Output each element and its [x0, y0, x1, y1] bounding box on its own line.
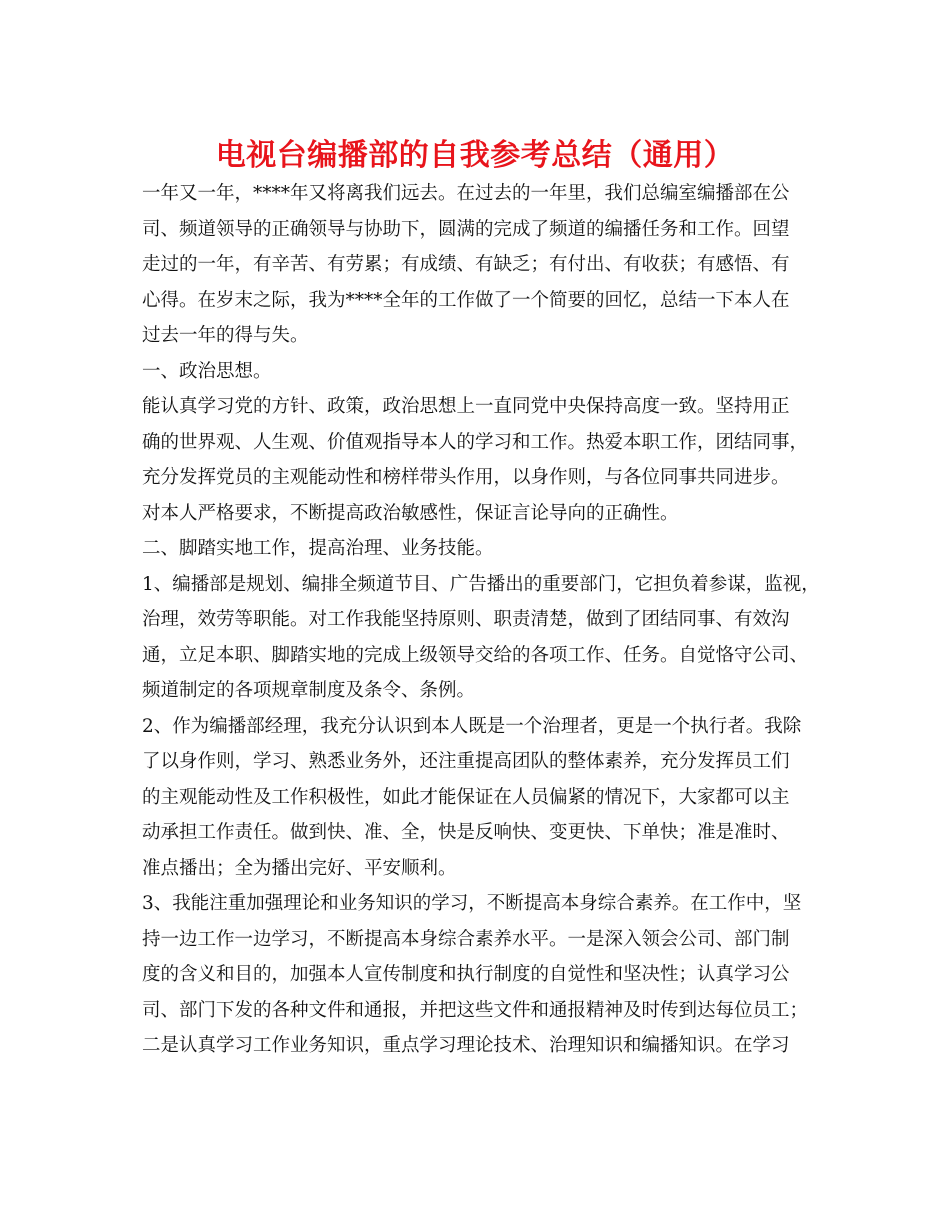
document-body — [142, 176, 818, 1064]
text-line: 二是认真学习工作业务知识，重点学习理论技术、治理知识和编播知识。在学习 — [142, 1035, 790, 1056]
paragraph — [142, 709, 818, 887]
text-line: 治理，效劳等职能。对工作我能坚持原则、职责清楚，做到了团结同事、有效沟 — [142, 609, 790, 630]
text-line: 司、部门下发的各种文件和通报，并把这些文件和通报精神及时传到达每位员工； — [142, 999, 809, 1021]
text-line: 走过的一年，有辛苦、有劳累；有成绩、有缺乏；有付出、有收获；有感悟、有 — [142, 254, 790, 275]
text-line: 2、作为编播部经理，我充分认识到本人既是一个治理者，更是一个执行者。我除 — [142, 715, 802, 737]
paragraph — [142, 531, 818, 567]
paragraph — [142, 354, 818, 390]
text-line: 一年又一年，****年又将离我们远去。在过去的一年里，我们总编室编播部在公 — [142, 183, 790, 204]
text-line: 动承担工作责任。做到快、准、全，快是反响快、变更快、下单快；准是准时、 — [142, 822, 790, 843]
text-line: 度的含义和目的，加强本人宣传制度和执行制度的自觉性和坚决性；认真学习公 — [142, 964, 790, 985]
text-line: 二、脚踏实地工作，提高治理、业务技能。 — [142, 538, 494, 559]
text-line: 司、频道领导的正确领导与协助下，圆满的完成了频道的编播任务和工作。回望 — [142, 218, 790, 240]
text-line: 了以身作则，学习、熟悉业务外，还注重提高团队的整体素养，充分发挥员工们 — [142, 751, 790, 772]
text-line: 准点播出；全为播出完好、平安顺利。 — [142, 857, 457, 879]
paragraph — [142, 886, 818, 1064]
text-line: 频道制定的各项规章制度及条令、条例。 — [142, 680, 476, 701]
document-title: 电视台编播部的自我参考总结（通用） — [215, 138, 735, 173]
text-line: 确的世界观、人生观、价值观指导本人的学习和工作。热爱本职工作，团结同事， — [142, 431, 809, 453]
text-line: 1、编播部是规划、编排全频道节目、广告播出的重要部门，它担负着参谋，监视， — [142, 573, 820, 595]
paragraph — [142, 176, 818, 354]
text-line: 3、我能注重加强理论和业务知识的学习，不断提高本身综合素养。在工作中，坚 — [142, 893, 802, 914]
text-line: 的主观能动性及工作积极性，如此才能保证在人员偏紧的情况下，大家都可以主 — [142, 786, 790, 808]
text-line: 能认真学习党的方针、政策，政治思想上一直同党中央保持高度一致。坚持用正 — [142, 396, 790, 417]
text-line: 对本人严格要求，不断提高政治敏感性，保证言论导向的正确性。 — [142, 502, 679, 524]
paragraph — [142, 389, 818, 531]
text-line: 充分发挥党员的主观能动性和榜样带头作用，以身作则，与各位同事共同进步。 — [142, 467, 790, 488]
paragraph — [142, 567, 818, 709]
text-line: 心得。在岁末之际，我为****全年的工作做了一个简要的回忆，总结一下本人在 — [142, 289, 790, 311]
text-line: 过去一年的得与失。 — [142, 325, 309, 346]
text-line: 持一边工作一边学习，不断提高本身综合素养水平。一是深入领会公司、部门制 — [142, 928, 790, 950]
text-line: 通，立足本职、脚踏实地的完成上级领导交给的各项工作、任务。自觉恪守公司、 — [142, 644, 809, 666]
text-line: 一、政治思想。 — [142, 360, 272, 382]
